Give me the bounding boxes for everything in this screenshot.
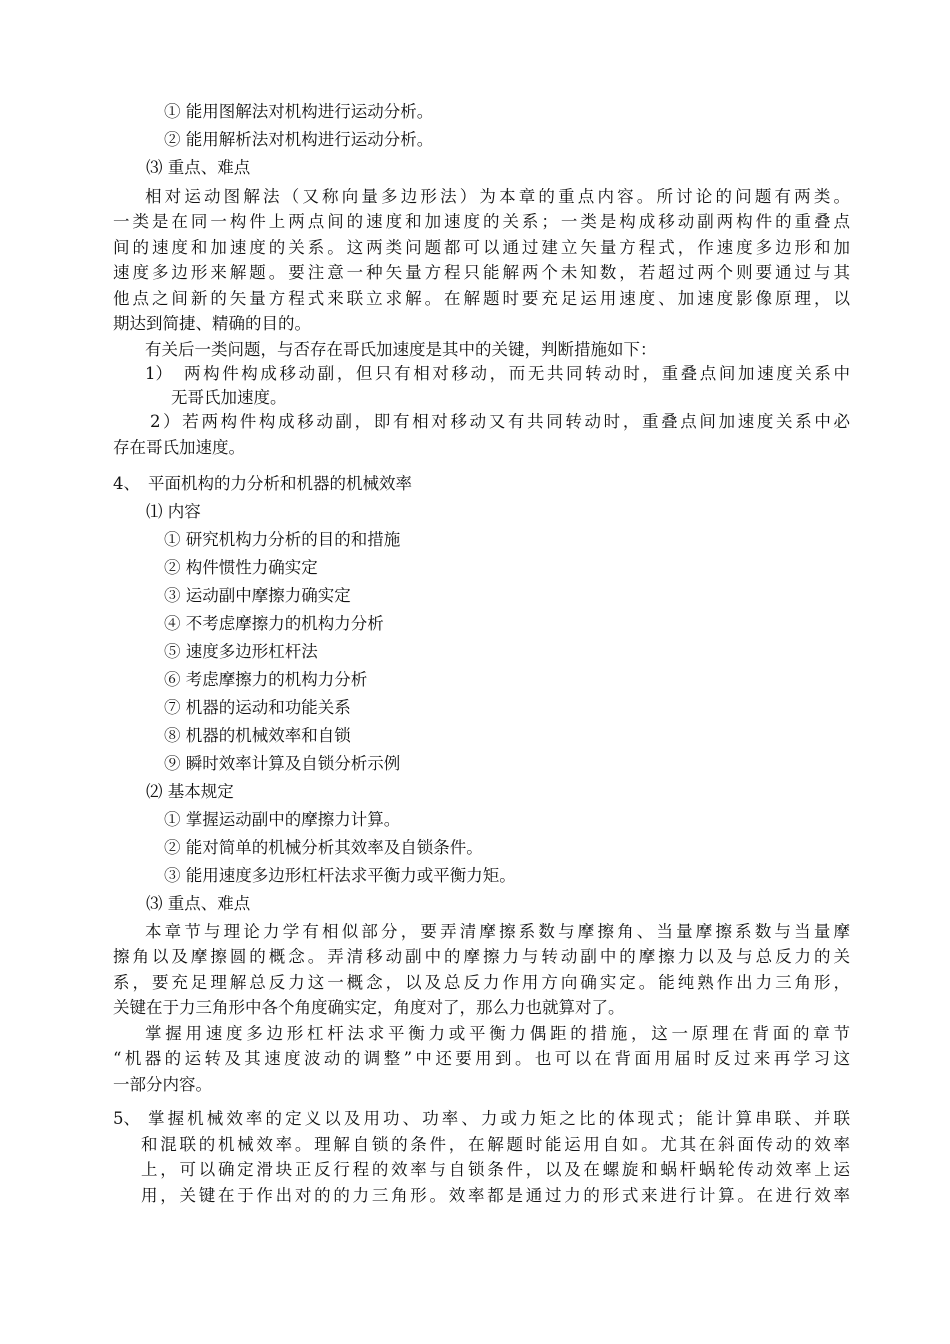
content-heading: ⑴ 内容 [146,502,201,521]
paragraph-line: 掌握用速度多边形杠杆法求平衡力或平衡力偶距的措施，这一原理在背面的章节 [145,1024,850,1043]
paragraph-line: 用，关键在于作出对的的力三角形。效率都是通过力的形式来进行计算。在进行效率 [141,1186,850,1205]
paragraph-line: 期达到简捷、精确的目的。 [113,314,311,333]
content-item: ② 构件惯性力确实定 [164,558,318,577]
content-item: ⑦ 机器的运动和功能关系 [164,698,351,717]
paragraph-line: 系，要充足理解总反力这一概念，以及总反力作用方向确实定。能纯熟作出力三角形， [113,973,850,992]
paragraph-line: 掌握机械效率的定义以及用功、功率、力或力矩之比的体现式；能计算串联、并联 [148,1109,850,1128]
list-number: 1） [145,364,172,383]
section-number: 4、 [113,474,140,493]
paragraph-line: 一部分内容。 [113,1075,212,1094]
paragraph-line: 速度多边形来解题。要注意一种矢量方程只能解两个未知数，若超过两个则要通过与其 [113,263,850,282]
rule-item: ③ 能用速度多边形杠杆法求平衡力或平衡力矩。 [164,866,516,885]
list-item-line: 存在哥氏加速度。 [113,438,245,457]
content-item: ④ 不考虑摩擦力的机构力分析 [164,614,384,633]
paragraph-line: 有关后一类问题，与否存在哥氏加速度是其中的关键，判断措施如下： [145,340,657,359]
rule-item: ② 能对简单的机械分析其效率及自锁条件。 [164,838,483,857]
paragraph-line: 关键在于力三角形中各个角度确实定，角度对了，那么力也就算对了。 [113,998,625,1017]
content-item: ⑨ 瞬时效率计算及自锁分析示例 [164,754,401,773]
rule-item: ① 掌握运动副中的摩擦力计算。 [164,810,401,829]
paragraph-line: 上，可以确定滑块正反行程的效率与自锁条件，以及在螺旋和蜗杆蜗轮传动效率上运 [141,1160,850,1179]
content-item: ① 研究机构力分析的目的和措施 [164,530,401,549]
content-item: ⑤ 速度多边形杠杆法 [164,642,318,661]
focus-heading: ⑶ 重点、难点 [146,158,251,177]
paragraph-line: 和混联的机械效率。理解自锁的条件，在解题时能运用自如。尤其在斜面传动的效率 [141,1135,850,1154]
paragraph-line: 他点之间新的矢量方程式来联立求解。在解题时要充足运用速度、加速度影像原理，以 [113,289,850,308]
paragraph-line: “机器的运转及其速度波动的调整”中还要用到。也可以在背面用届时反过来再学习这 [113,1049,850,1068]
paragraph-line: 一类是在同一构件上两点间的速度和加速度的关系；一类是构成移动副两构件的重叠点 [113,212,850,231]
rule-item: ② 能用解析法对机构进行运动分析。 [164,130,434,149]
paragraph-line: 本章节与理论力学有相似部分，要弄清摩擦系数与摩擦角、当量摩擦系数与当量摩 [145,922,850,941]
paragraph-line: 相对运动图解法（又称向量多边形法）为本章的重点内容。所讨论的问题有两类。 [145,187,850,206]
section-number: 5、 [113,1109,140,1128]
paragraph-line: 间的速度和加速度的关系。这两类问题都可以通过建立矢量方程式，作速度多边形和加 [113,238,850,257]
focus-heading: ⑶ 重点、难点 [146,894,251,913]
list-item-line: 2）若两构件构成移动副，即有相对移动又有共同转动时，重叠点间加速度关系中必 [150,412,850,431]
list-item-line: 无哥氏加速度。 [171,388,287,407]
rules-heading: ⑵ 基本规定 [146,782,234,801]
list-item-line: 两构件构成移动副，但只有相对移动，而无共同转动时，重叠点间加速度关系中 [184,364,850,383]
section-title: 平面机构的力分析和机器的机械效率 [148,474,412,493]
content-item: ⑥ 考虑摩擦力的机构力分析 [164,670,368,689]
content-item: ③ 运动副中摩擦力确实定 [164,586,351,605]
rule-item: ① 能用图解法对机构进行运动分析。 [164,102,434,121]
paragraph-line: 擦角以及摩擦圆的概念。弄清移动副中的摩擦力与转动副中的摩擦力以及与总反力的关 [113,947,850,966]
content-item: ⑧ 机器的机械效率和自锁 [164,726,351,745]
